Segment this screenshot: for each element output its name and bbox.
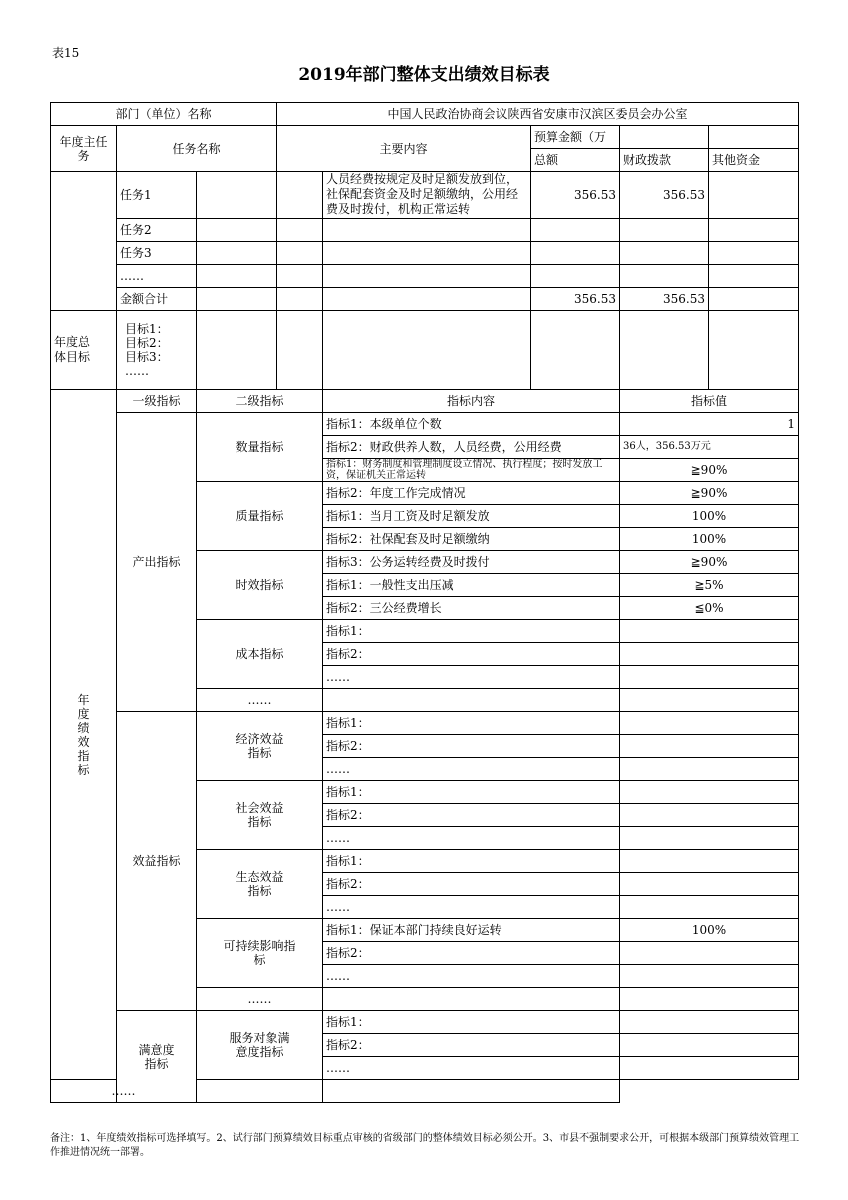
goal-spacer bbox=[323, 311, 531, 390]
indicator-content: 指标2：财政供养人数，人员经费，公用经费 bbox=[323, 436, 620, 459]
indicator-value bbox=[620, 873, 799, 896]
indicator-value bbox=[620, 620, 799, 643]
task-spacer bbox=[277, 265, 323, 288]
indicator-value bbox=[620, 735, 799, 758]
indicator-content: 指标1：财务制度和管理制度设立情况、执行程度；按时发放工资，保证机关正常运转 bbox=[323, 459, 620, 482]
task-other bbox=[709, 265, 799, 288]
indicator-content: 指标1： bbox=[323, 620, 620, 643]
header-task-name: 任务名称 bbox=[117, 126, 277, 172]
indicator-value bbox=[620, 827, 799, 850]
indicator-content bbox=[323, 689, 620, 712]
indicator-content: 指标1：本级单位个数 bbox=[323, 413, 620, 436]
indicator-content: 指标2： bbox=[323, 942, 620, 965]
indicator-value bbox=[620, 988, 799, 1011]
task-content: 人员经费按规定及时足额发放到位，社保配套资金及时足额缴纳，公用经费及时拨付，机构正常运转 bbox=[323, 172, 531, 219]
indicator-value bbox=[620, 1057, 799, 1080]
indicator-content: 指标1：一般性支出压减 bbox=[323, 574, 620, 597]
task-content bbox=[323, 242, 531, 265]
task-name: 任务3 bbox=[117, 242, 197, 265]
indicator-value bbox=[620, 666, 799, 689]
performance-table bbox=[50, 102, 799, 1103]
task-content bbox=[323, 265, 531, 288]
indicator-value bbox=[620, 942, 799, 965]
indicator-value bbox=[620, 965, 799, 988]
ecological-label: 生态效益指标 bbox=[197, 850, 323, 919]
goal-spacer bbox=[531, 311, 620, 390]
sum-fiscal: 356.53 bbox=[620, 288, 709, 311]
indicator-value: 100% bbox=[620, 919, 799, 942]
task-spacer bbox=[197, 172, 277, 219]
indicator-content: 指标2： bbox=[323, 1034, 620, 1057]
indicator-value: ≧5% bbox=[620, 574, 799, 597]
satisfaction-more: …… bbox=[51, 1080, 197, 1103]
indicator-value bbox=[620, 896, 799, 919]
task-name: …… bbox=[117, 265, 197, 288]
indicator-value: ≧90% bbox=[620, 482, 799, 505]
task-spacer bbox=[197, 265, 277, 288]
header-other: 其他资金 bbox=[709, 149, 799, 172]
table-number: 表15 bbox=[52, 46, 80, 60]
indicator-content: 指标2：三公经费增长 bbox=[323, 597, 620, 620]
task-other bbox=[709, 172, 799, 219]
task-other bbox=[709, 242, 799, 265]
indicator-value: ≧90% bbox=[620, 459, 799, 482]
task-spacer bbox=[197, 242, 277, 265]
indicator-value: 100% bbox=[620, 505, 799, 528]
task-name: 任务1 bbox=[117, 172, 197, 219]
indicator-content: …… bbox=[323, 965, 620, 988]
task-fiscal bbox=[620, 242, 709, 265]
indicator-content: 指标1：当月工资及时足额发放 bbox=[323, 505, 620, 528]
indicator-content: 指标1： bbox=[323, 1011, 620, 1034]
indicator-value bbox=[620, 758, 799, 781]
indicator-value: ≧90% bbox=[620, 551, 799, 574]
task-total bbox=[531, 219, 620, 242]
goal-spacer bbox=[709, 311, 799, 390]
task-name: 任务2 bbox=[117, 219, 197, 242]
task-total bbox=[531, 265, 620, 288]
header-fiscal: 财政拨款 bbox=[620, 149, 709, 172]
output-label: 产出指标 bbox=[117, 413, 197, 712]
footnote: 备注：1、年度绩效指标可选择填写。2、试行部门预算绩效目标重点审核的省级部门的整体绩效目标必须公开。3、市县不强制要求公开，可根据本级部门预算绩效管理工作推进情况统一部署。 bbox=[50, 1133, 800, 1158]
dept-name: 中国人民政治协商会议陕西省安康市汉滨区委员会办公室 bbox=[277, 103, 799, 126]
dept-label: 部门（单位）名称 bbox=[51, 103, 277, 126]
indicator-content: …… bbox=[323, 758, 620, 781]
task-fiscal bbox=[620, 265, 709, 288]
indicator-content: 指标2：社保配套及时足额缴纳 bbox=[323, 528, 620, 551]
cost-label: 成本指标 bbox=[197, 620, 323, 689]
goal-item: …… bbox=[125, 364, 149, 378]
task-spacer bbox=[197, 219, 277, 242]
goal-spacer bbox=[197, 311, 277, 390]
header-main-content: 主要内容 bbox=[277, 126, 531, 172]
indicator-content: 指标2： bbox=[323, 873, 620, 896]
goal-item: 目标2： bbox=[125, 336, 169, 350]
task-spacer bbox=[277, 172, 323, 219]
header-total: 总额 bbox=[531, 149, 620, 172]
sum-label: 金额合计 bbox=[117, 288, 197, 311]
indicator-content: 指标1： bbox=[323, 712, 620, 735]
perf-label: 年度绩效指标 bbox=[51, 390, 117, 1080]
header-budget-empty-2 bbox=[709, 126, 799, 149]
goal-item: 目标3： bbox=[125, 350, 169, 364]
quantity-label: 数量指标 bbox=[197, 413, 323, 482]
task-content bbox=[323, 219, 531, 242]
task-spacer bbox=[277, 242, 323, 265]
sustainable-label: 可持续影响指标 bbox=[197, 919, 323, 988]
task-spacer bbox=[277, 219, 323, 242]
indicator-value bbox=[620, 804, 799, 827]
indicator-content: 指标1： bbox=[323, 850, 620, 873]
indicator-value: 1 bbox=[620, 413, 799, 436]
header-budget: 预算金额（万 bbox=[531, 126, 620, 149]
task-spacer bbox=[323, 288, 531, 311]
indicator-content: 指标1： bbox=[323, 781, 620, 804]
header-budget-empty-1 bbox=[620, 126, 709, 149]
task-spacer bbox=[197, 288, 277, 311]
indicator-content: 指标2： bbox=[323, 804, 620, 827]
service-label: 服务对象满意度指标 bbox=[197, 1011, 323, 1080]
quality-label: 质量指标 bbox=[197, 482, 323, 551]
goal-item: 目标1： bbox=[125, 322, 169, 336]
task-total: 356.53 bbox=[531, 172, 620, 219]
economic-label: 经济效益指标 bbox=[197, 712, 323, 781]
indicator-value bbox=[620, 643, 799, 666]
indicator-content: …… bbox=[323, 1057, 620, 1080]
indicator-content: 指标3：公务运转经费及时拨付 bbox=[323, 551, 620, 574]
indicator-content: …… bbox=[323, 896, 620, 919]
goal-spacer bbox=[277, 311, 323, 390]
indicator-content: 指标2： bbox=[323, 643, 620, 666]
indicator-content bbox=[323, 988, 620, 1011]
satisfaction-label: 满意度指标 bbox=[117, 1011, 197, 1103]
indicator-value bbox=[620, 781, 799, 804]
indicator-content: 指标2：年度工作完成情况 bbox=[323, 482, 620, 505]
perf-col-level1: 一级指标 bbox=[117, 390, 197, 413]
indicator-content: 指标2： bbox=[323, 735, 620, 758]
perf-col-value: 指标值 bbox=[620, 390, 799, 413]
indicator-content: …… bbox=[323, 666, 620, 689]
indicator-value bbox=[620, 850, 799, 873]
perf-col-level2: 二级指标 bbox=[197, 390, 323, 413]
task-total bbox=[531, 242, 620, 265]
social-label: 社会效益指标 bbox=[197, 781, 323, 850]
perf-col-content: 指标内容 bbox=[323, 390, 620, 413]
task-fiscal bbox=[620, 219, 709, 242]
indicator-value: ≦0% bbox=[620, 597, 799, 620]
indicator-content: …… bbox=[323, 827, 620, 850]
benefit-label: 效益指标 bbox=[117, 712, 197, 1011]
task-group-cell bbox=[51, 172, 117, 311]
task-other bbox=[709, 219, 799, 242]
goal-spacer bbox=[620, 311, 709, 390]
annual-goal-label: 年度总体目标 bbox=[51, 311, 117, 390]
indicator-value bbox=[620, 712, 799, 735]
page-title: 2019年部门整体支出绩效目标表 bbox=[298, 65, 550, 85]
sum-total: 356.53 bbox=[531, 288, 620, 311]
task-spacer bbox=[277, 288, 323, 311]
indicator-value bbox=[620, 1034, 799, 1057]
sum-other bbox=[709, 288, 799, 311]
timeliness-label: 时效指标 bbox=[197, 551, 323, 620]
indicator-value: 100% bbox=[620, 528, 799, 551]
benefit-more: …… bbox=[197, 988, 323, 1011]
indicator-value bbox=[323, 1080, 620, 1103]
indicator-value: 36人，356.53万元 bbox=[620, 436, 799, 459]
indicator-value bbox=[620, 1011, 799, 1034]
annual-goal-items bbox=[117, 311, 197, 390]
indicator-content: 指标1：保证本部门持续良好运转 bbox=[323, 919, 620, 942]
task-fiscal: 356.53 bbox=[620, 172, 709, 219]
indicator-content bbox=[197, 1080, 323, 1103]
indicator-value bbox=[620, 689, 799, 712]
header-annual-task: 年度主任务 bbox=[51, 126, 117, 172]
output-more: …… bbox=[197, 689, 323, 712]
